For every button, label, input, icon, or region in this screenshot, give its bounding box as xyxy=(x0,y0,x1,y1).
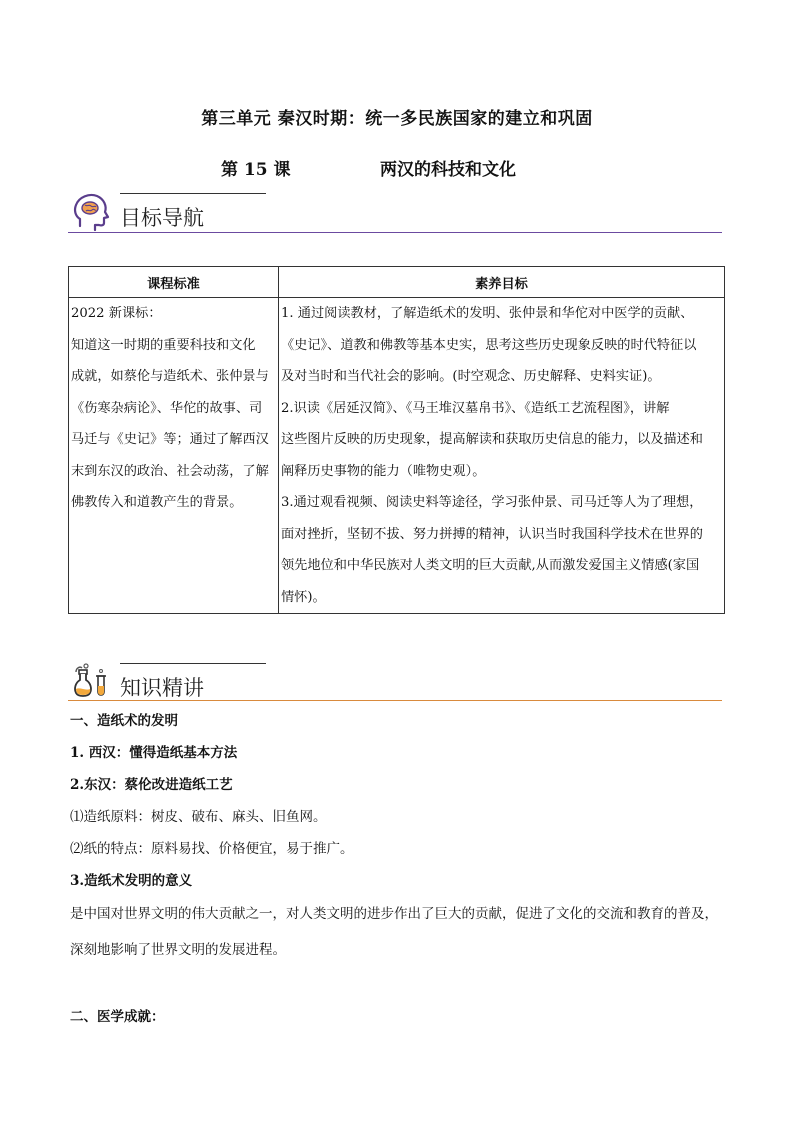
heading-paper-invention: 一、造纸术的发明 xyxy=(70,713,178,729)
standard-line: 末到东汉的政治、社会动荡，了解 xyxy=(71,463,269,479)
standard-cell xyxy=(69,298,279,614)
item-western-han: 1. 西汉：懂得造纸基本方法 xyxy=(70,745,238,761)
goal-line: 这些图片反映的历史现象，提高解读和获取历史信息的能力，以及描述和 xyxy=(281,432,703,447)
significance-paragraph: 是中国对世界文明的伟大贡献之一，对人类文明的进步作出了巨大的贡献，促进了文化的交流和教育的普及，深刻地影响了世界文明的发展进程。 xyxy=(70,906,718,958)
standard-line: 《伤寒杂病论》、华佗的故事、司 xyxy=(71,400,263,416)
goal-line: 领先地位和中华民族对人类文明的巨大贡献,从而激发爱国主义情感(家国 xyxy=(281,558,700,573)
goal-line: 面对挫折，坚韧不拔、努力拼搏的精神，认识当时我国科学技术在世界的 xyxy=(281,526,703,542)
goal-line: 3.通过观看视频、阅读史料等途径，学习张仲景、司马迁等人为了理想， xyxy=(281,495,703,510)
column-header-standard: 课程标准 xyxy=(69,267,279,298)
item-significance: 3.造纸术发明的意义 xyxy=(70,873,193,889)
knowledge-divider xyxy=(68,700,722,701)
item-features: ⑵纸的特点：原料易找、价格便宜，易于推广。 xyxy=(70,841,354,857)
item-materials: ⑴造纸原料：树皮、破布、麻头、旧鱼网。 xyxy=(70,809,327,825)
item-eastern-han: 2.东汉：蔡伦改进造纸工艺 xyxy=(70,777,233,793)
goals-section-title: 目标导航 xyxy=(120,206,204,230)
goals-section-header xyxy=(68,192,722,242)
knowledge-section-header xyxy=(68,662,722,712)
standard-line: 佛教传入和道教产生的背景。 xyxy=(71,495,243,510)
goal-line: 阐释历史事物的能力（唯物史观）。 xyxy=(281,463,486,479)
lab-flask-icon xyxy=(72,662,114,704)
lesson-number: 第 15 课 xyxy=(221,160,291,180)
brain-head-icon xyxy=(72,192,114,234)
goals-cell xyxy=(279,298,725,614)
standards-table xyxy=(68,266,725,614)
lesson-name: 两汉的科技和文化 xyxy=(380,160,516,180)
goals-top-line xyxy=(120,193,266,194)
goals-divider xyxy=(68,232,722,233)
heading-medicine: 二、医学成就： xyxy=(70,1009,165,1025)
unit-title: 第三单元 秦汉时期：统一多民族国家的建立和巩固 xyxy=(201,109,593,129)
standard-line: 2022 新课标： xyxy=(71,306,162,321)
goal-line: 《史记》、道教和佛教等基本史实，思考这些历史现象反映的时代特征以 xyxy=(281,337,697,353)
knowledge-top-line xyxy=(120,663,266,664)
standard-line: 知道这一时期的重要科技和文化 xyxy=(71,337,256,353)
table-row xyxy=(69,298,725,614)
standard-line: 成就，如蔡伦与造纸术、张仲景与 xyxy=(71,369,269,384)
goal-line: 1. 通过阅读教材，了解造纸术的发明、张仲景和华佗对中医学的贡献、 xyxy=(281,306,694,321)
goal-line: 2.识读《居延汉简》、《马王堆汉墓帛书》、《造纸工艺流程图》，讲解 xyxy=(281,400,670,416)
standard-line: 马迁与《史记》等；通过了解西汉 xyxy=(71,432,269,447)
column-header-goals: 素养目标 xyxy=(279,267,725,298)
knowledge-section-title: 知识精讲 xyxy=(120,676,204,700)
goal-line: 及对当时和当代社会的影响。(时空观念、历史解释、史料实证)。 xyxy=(281,369,661,384)
goal-line: 情怀)。 xyxy=(281,589,326,605)
table-header-row xyxy=(69,267,725,298)
